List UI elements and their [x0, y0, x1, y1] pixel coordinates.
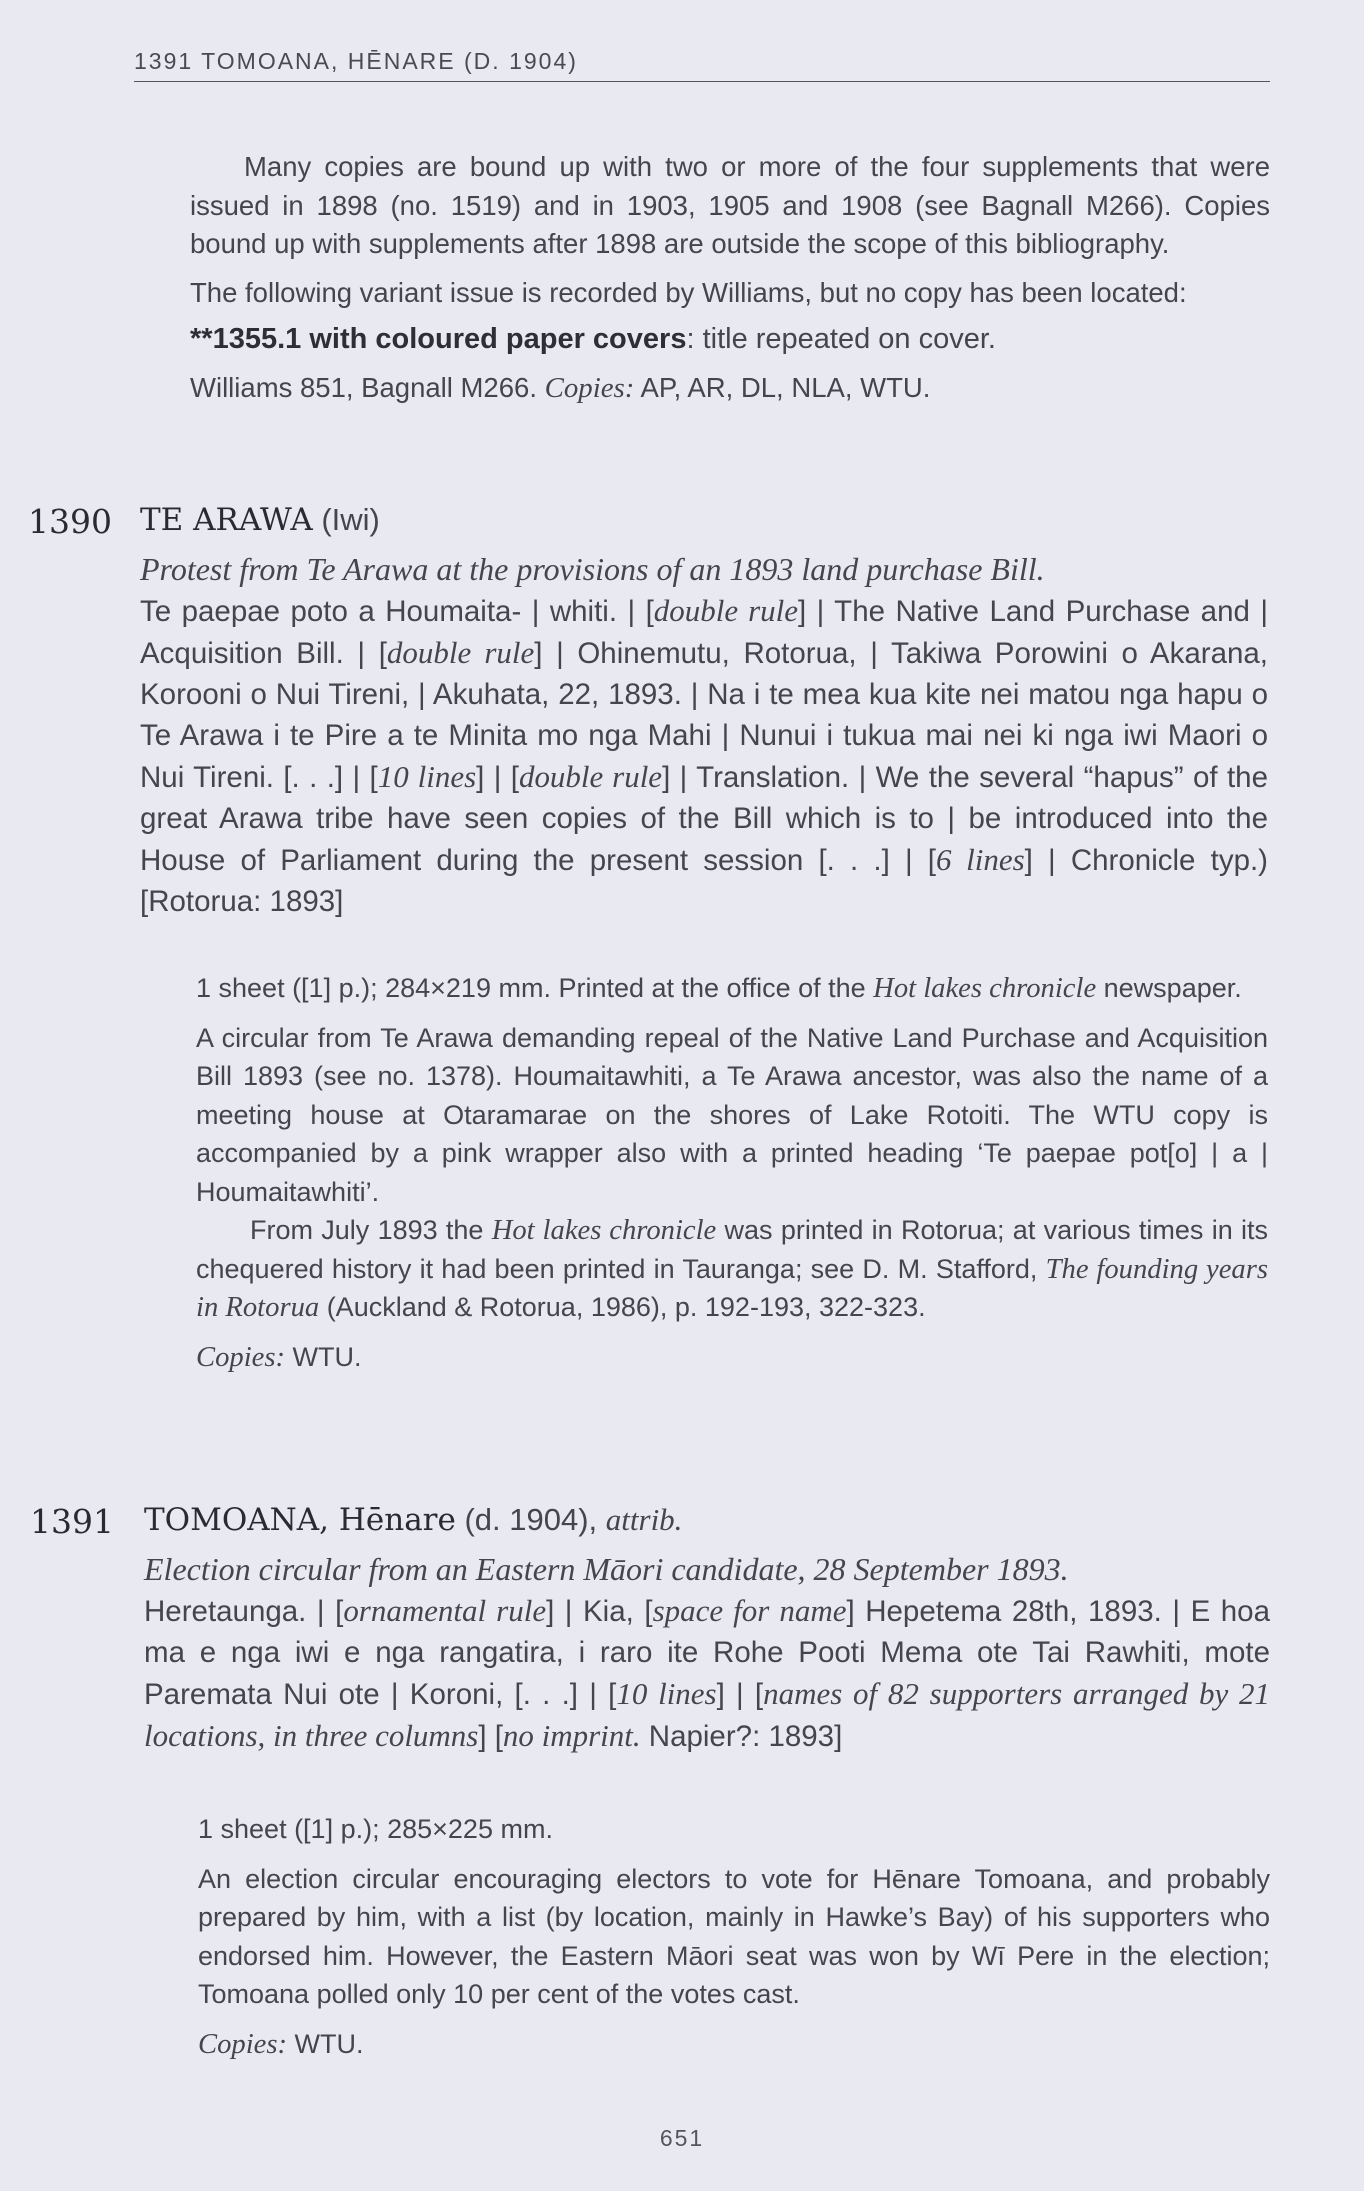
note-paragraph: An election circular encouraging electors to vote for Hēnare Tomoana, and probably prepared by him, with a list (by location, mainly in Hawke’s Bay) of his supporters who endorsed him. However, the Eastern Māori seat was won by Wī Pere in the election; Tomoana polled only 10 per cent of the votes cast. [198, 1863, 1270, 2009]
entry-author: TOMOANA, Hēnare [144, 1502, 456, 1538]
entry-1390-notes [196, 969, 1268, 1376]
entry-number-1390: 1390 [28, 502, 112, 541]
entry-1390-description [140, 548, 1268, 922]
entry-author-qualifier: (Iwi) [312, 502, 380, 537]
variant-description: : title repeated on cover. [686, 323, 996, 355]
page-number: 651 [659, 2125, 705, 2151]
copies-list: WTU. [287, 2028, 364, 2059]
copies-label: Copies: [198, 2027, 287, 2060]
variant-issue [190, 320, 1270, 359]
entry-heading-1391 [144, 1502, 682, 1538]
physical-description: 1 sheet ([1] p.); 284×219 mm. Printed at the office of the Hot lakes chronicle newspaper. [196, 972, 1242, 1004]
intro-section [190, 148, 1270, 407]
entry-1391-notes [198, 1810, 1270, 2063]
physical-description: 1 sheet ([1] p.); 285×225 mm. [198, 1814, 553, 1844]
entry-1391-description [144, 1548, 1270, 1757]
entry-author: TE ARAWA [140, 502, 313, 538]
variant-label: with coloured paper covers [309, 323, 687, 355]
entry-title: Election circular from an Eastern Māori candidate, 28 September 1893. [144, 1551, 1069, 1587]
note-paragraph: From July 1893 the Hot lakes chronicle was printed in Rotorua; at various times in its chequered history it had been printed in Tauranga; see D. M. Stafford, The founding years in Rotorua (Auckland & Rotorua, 1986), p. 192-193, 322-323. [196, 1214, 1268, 1323]
entry-author-dates: (d. 1904), [455, 1502, 606, 1537]
running-head: 1391 TOMOANA, HĒNARE (D. 1904) [134, 48, 1270, 82]
variant-number: **1355.1 [190, 323, 302, 355]
copies-list: WTU. [285, 1341, 362, 1372]
title-transcription: Heretaunga. | [ornamental rule] | Kia, [space for name] Hepetema 28th, 1893. | E hoa ma e nga iwi e nga rangatira, i raro ite Rohe Pooti Mema ote Tai Rawhiti, mote Paremata Nui ote | Koroni, [. . .] | [10 lines] | [names of 82 supporters arranged by 21 locations, in three columns] [no imprint. Napier?: 1893] [144, 1593, 1271, 1753]
copies-line [196, 1338, 1268, 1377]
entry-attribution: attrib. [605, 1502, 683, 1537]
entry-title: Protest from Te Arawa at the provisions of an 1893 land purchase Bill. [140, 551, 1045, 587]
entry-number-1391: 1391 [30, 1502, 114, 1541]
entry-heading-1390 [140, 502, 380, 538]
copies-label: Copies: [196, 1340, 285, 1373]
title-transcription: Te paepae poto a Houmaita- | whiti. | [double rule] | The Native Land Purchase and | Acquisition Bill. | [double rule] | Ohinemutu, Rotorua, | Takiwa Porowini o Akarana, Korooni o Nui Tireni, | Akuhata, 22, 1893. | Na i te mea kua kite nei matou nga hapu o Te Arawa i te Pire a te Minita mo nga Mahi | Nunui i tukua mai nei ki nga iwi Maori o Nui Tireni. [. . .] | [10 lines] | [double rule] | Translation. | We the several “hapus” of the great Arawa tribe have seen copies of the Bill which is to | be introduced into the House of Parliament during the present session [. . .] | [6 lines] | Chronicle typ.) [Rotorua: 1893] [140, 593, 1268, 918]
references: Williams 851, Bagnall M266. [190, 371, 545, 403]
intro-paragraph: Many copies are bound up with two or more of the four supplements that were issued in 1898 (no. 1519) and in 1903, 1905 and 1908 (see Bagnall M266). Copies bound up with supplements after 1898 are outside the scope of this bibliography. [190, 151, 1270, 259]
copies-label: Copies: [544, 371, 635, 404]
variant-note: The following variant issue is recorded by Williams, but no copy has been located: [190, 276, 1187, 308]
copies-list: AP, AR, DL, NLA, WTU. [634, 371, 931, 403]
intro-references [190, 369, 1270, 408]
note-paragraph: A circular from Te Arawa demanding repeal of the Native Land Purchase and Acquisition Bill 1893 (see no. 1378). Houmaitawhiti, a Te Arawa ancestor, was also the name of a meeting house at Otaramarae on the shores of Lake Rotoiti. The WTU copy is accompanied by a pink wrapper also with a printed heading ‘Te paepae pot[o] | a | Houmaitawhiti’. [196, 1022, 1268, 1207]
copies-line [198, 2025, 1270, 2064]
